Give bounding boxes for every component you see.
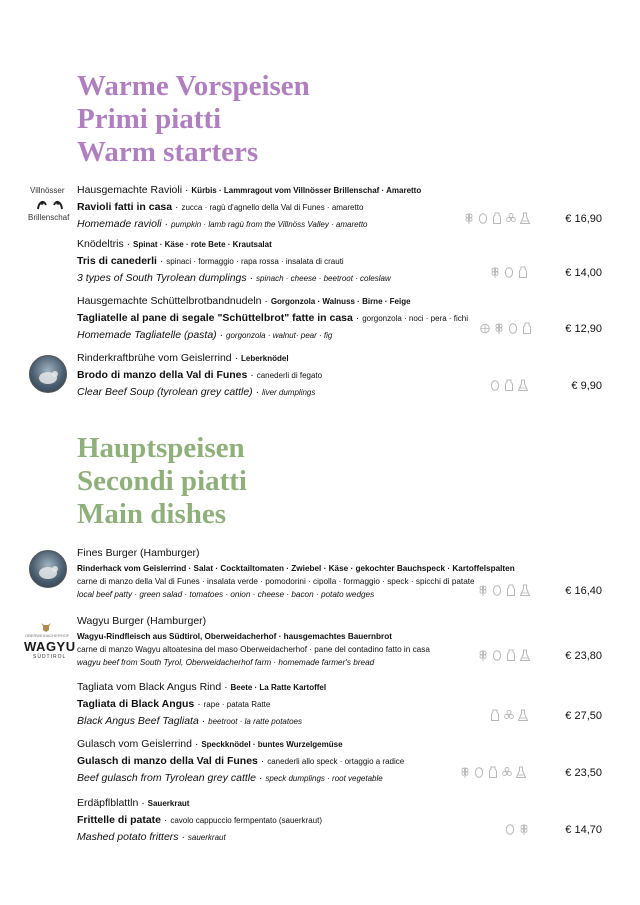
item-name-en: Homemade Tagliatelle (pasta) · gorgonzola · walnut· pear · fig [77,329,333,341]
item-name-en: Beef gulasch from Tyrolean grey cattle · speck dumplings · root vegetable [77,772,383,784]
logo-text-brillenschaf: Brillenschaf [28,213,70,222]
flask-icon [520,584,530,596]
allergen-icons [490,379,528,391]
allergen-icons [505,823,529,835]
wheat-icon [490,266,500,278]
item-name-it: Frittelle di patate · cavolo cappuccio fermpentato (sauerkraut) [77,814,322,826]
egg-icon [474,766,484,778]
logo-brand: WAGYU [24,639,76,654]
heading-line-de: Warme Vorspeisen [77,70,310,102]
menu-item-erdaepflblattln [77,795,607,846]
egg-icon [508,322,518,334]
heading-line-de: Hauptspeisen [77,432,245,464]
price: € 14,00 [565,267,602,279]
price: € 9,90 [571,380,602,392]
wheat-icon [460,766,470,778]
price: € 23,50 [565,767,602,779]
cow-icon [30,551,66,587]
item-name-en: Clear Beef Soup (tyrolean grey cattle) · liver dumplings [77,386,316,398]
menu-item-tagliatelle [77,293,607,344]
egg-icon [478,212,488,224]
milk-icon [522,322,532,334]
item-name-de: Hausgemachte Schüttelbrotbandnudeln · Gorgonzola · Walnuss · Birne · Feige [77,295,411,307]
item-name-de: Gulasch vom Geislerrind · Speckknödel · buntes Wurzelgemüse [77,738,343,750]
item-name-it: Gulasch di manzo della Val di Funes · canederli allo speck · ortaggio a radice [77,755,405,767]
flask-icon [518,379,528,391]
allergen-icons [460,766,526,778]
flask-icon [518,709,528,721]
item-desc-it: carne di manzo della Val di Funes · insalata verde · pomodorini · cipolla · formaggio · speck · spicchi di patate [77,577,475,586]
item-name-de: Rinderkraftbrühe vom Geislerrind · Leberknödel [77,352,289,364]
item-desc-de: Rinderhack vom Geislerrind · Salat · Cocktailtomaten · Zwiebel · Käse · gekochter Bauchspeck · Kartoffelspalten [77,564,515,573]
sesame-icon [480,322,490,334]
milk-icon [504,379,514,391]
item-name-de: Erdäpflblattln · Sauerkraut [77,797,190,809]
milk-icon [518,266,528,278]
wheat-icon [478,649,488,661]
item-desc-it: carne di manzo Wagyu altoatesina del maso Oberweidacherhof · pane del contadino fatto in casa [77,645,430,654]
heading-line-it: Primi piatti [77,103,222,135]
menu-item-ravioli [77,182,607,233]
allergen-icons [464,212,530,224]
heading-line-en: Warm starters [77,136,259,168]
menu-item-beef-broth [77,350,607,401]
wheat-icon [478,584,488,596]
item-name-de: Knödeltris · Spinat · Käse · rote Bete · Krautsalat [77,238,272,250]
item-name-en: Black Angus Beef Tagliata · beetroot · la ratte potatoes [77,715,302,727]
price: € 23,80 [565,650,602,662]
item-name-de: Tagliata vom Black Angus Rind · Beete · La Ratte Kartoffel [77,681,327,693]
item-name-it: Ravioli fatti in casa · zucca · ragù d'agnello della Val di Funes · amaretto [77,201,364,213]
allergen-icons [478,649,530,661]
item-desc-en: wagyu beef from South Tyrol, Oberweidacherhof farm · homemade farmer's bread [77,658,375,667]
heading-line-it: Secondi piatti [77,465,247,497]
menu-item-knoedeltris [77,236,607,287]
nut-icon [504,709,514,721]
item-title: Fines Burger (Hamburger) [77,547,200,559]
geislerrind-logo [29,355,67,393]
menu-item-gulasch [77,736,607,787]
egg-icon [504,266,514,278]
wheat-icon [519,823,529,835]
item-desc-en: local beef patty · green salad · tomatoes · onion · cheese · bacon · potato wedges [77,590,375,599]
nut-icon [506,212,516,224]
item-name-it: Tagliatelle al pane di segale "Schüttelbrot" fatte in casa · gorgonzola · noci · pera · fichi [77,312,469,324]
price: € 14,70 [565,824,602,836]
item-name-en: Homemade ravioli · pumpkin · lamb ragù from the Villnöss Valley · amaretto [77,218,368,230]
flask-icon [520,649,530,661]
logo-tagline: OBERWEIDACHERHOF [25,633,70,638]
egg-icon [505,823,515,835]
item-desc-de: Wagyu-Rindfleisch aus Südtirol, Oberweidacherhof · hausgemachtes Bauernbrot [77,632,392,641]
sheep-head-icon [36,197,64,211]
egg-icon [492,649,502,661]
price: € 27,50 [565,710,602,722]
allergen-icons [478,584,530,596]
price: € 12,90 [565,323,602,335]
menu-item-tagliata [77,679,607,730]
milk-icon [490,709,500,721]
egg-icon [490,379,500,391]
price: € 16,90 [565,213,602,225]
flask-icon [516,766,526,778]
item-name-it: Tris di canederli · spinaci · formaggio · rapa rossa · insalata di crauti [77,255,344,267]
egg-icon [492,584,502,596]
wheat-icon [464,212,474,224]
price: € 16,40 [565,585,602,597]
item-name-en: 3 types of South Tyrolean dumplings · spinach · cheese · beetroot · coleslaw [77,272,391,284]
flask-icon [520,212,530,224]
section-heading-warm-starters [77,70,310,169]
cattle-head-icon [40,620,52,632]
item-name-en: Mashed potato fritters · sauerkraut [77,831,226,843]
nut-icon [502,766,512,778]
milk-icon [488,766,498,778]
item-name-de: Hausgemachte Ravioli · Kürbis · Lammragout vom Villnösser Brillenschaf · Amaretto [77,184,422,196]
item-title: Wagyu Burger (Hamburger) [77,615,207,627]
logo-text-villnoesser: Villnösser [30,186,65,195]
section-heading-main-dishes [77,432,247,531]
milk-icon [506,584,516,596]
allergen-icons [490,266,528,278]
wheat-icon [494,322,504,334]
allergen-icons [480,322,532,334]
item-name-it: Brodo di manzo della Val di Funes · canederli di fegato [77,369,323,381]
milk-icon [506,649,516,661]
geislerrind-logo [29,550,67,588]
milk-icon [492,212,502,224]
allergen-icons [490,709,528,721]
heading-line-en: Main dishes [77,498,227,530]
logo-region: SÜDTIROL [33,654,67,660]
cow-icon [30,356,66,392]
item-name-it: Tagliata di Black Angus · rape · patata Ratte [77,698,271,710]
